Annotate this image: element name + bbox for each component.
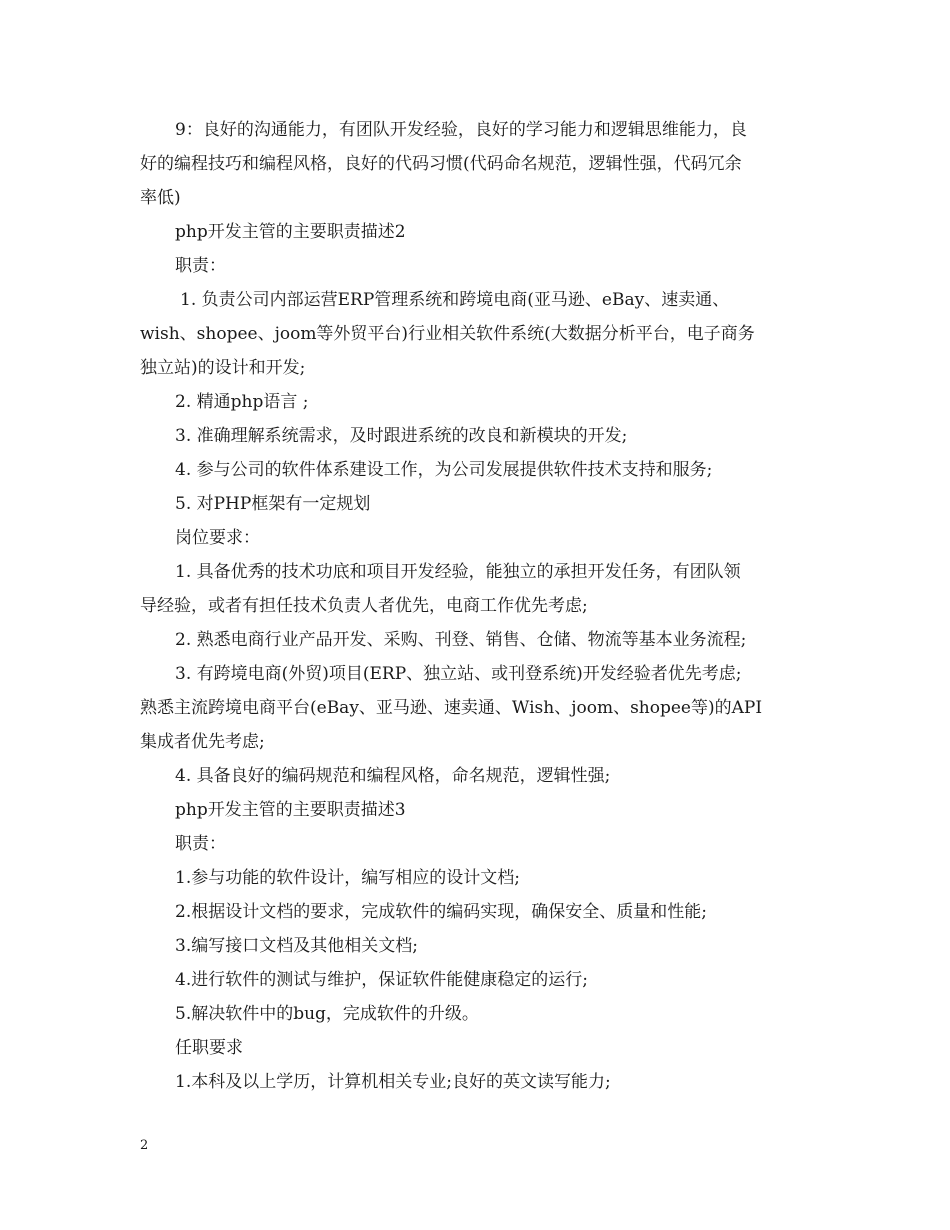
- paragraph-line: 3.编写接口文档及其他相关文档;: [175, 936, 418, 956]
- subheading-requirements: 岗位要求：: [175, 528, 260, 548]
- paragraph-line: 好的编程技巧和编程风格，良好的代码习惯(代码命名规范，逻辑性强，代码冗余: [140, 154, 742, 174]
- paragraph-line: 4.进行软件的测试与维护，保证软件能健康稳定的运行;: [175, 970, 588, 990]
- subheading-qualifications: 任职要求: [175, 1038, 243, 1058]
- section-heading: php开发主管的主要职责描述2: [175, 222, 406, 242]
- paragraph-line: 4. 参与公司的软件体系建设工作，为公司发展提供软件技术支持和服务;: [175, 460, 713, 480]
- paragraph-line: 2. 熟悉电商行业产品开发、采购、刊登、销售、仓储、物流等基本业务流程;: [175, 630, 747, 650]
- paragraph-line: wish、shopee、joom等外贸平台)行业相关软件系统(大数据分析平台，电子商务: [140, 324, 755, 344]
- paragraph-line: 1. 负责公司内部运营ERP管理系统和跨境电商(亚马逊、eBay、速卖通、: [180, 290, 730, 310]
- paragraph-line: 5.解决软件中的bug，完成软件的升级。: [175, 1004, 479, 1024]
- section-heading: php开发主管的主要职责描述3: [175, 800, 406, 820]
- paragraph-line: 2.根据设计文档的要求，完成软件的编码实现，确保安全、质量和性能;: [175, 902, 707, 922]
- paragraph-line: 独立站)的设计和开发;: [140, 358, 306, 378]
- paragraph-line: 导经验，或者有担任技术负责人者优先，电商工作优先考虑;: [140, 596, 588, 616]
- paragraph-line: 1. 具备优秀的技术功底和项目开发经验，能独立的承担开发任务，有团队领: [175, 562, 741, 582]
- paragraph-line: 9：良好的沟通能力，有团队开发经验，良好的学习能力和逻辑思维能力，良: [175, 120, 747, 140]
- paragraph-line: 1.参与功能的软件设计，编写相应的设计文档;: [175, 868, 520, 888]
- paragraph-line: 3. 准确理解系统需求，及时跟进系统的改良和新模块的开发;: [175, 426, 628, 446]
- paragraph-line: 5. 对PHP框架有一定规划: [175, 494, 371, 514]
- page-number: 2: [140, 1138, 149, 1153]
- paragraph-line: 熟悉主流跨境电商平台(eBay、亚马逊、速卖通、Wish、joom、shopee等)的API: [140, 698, 763, 718]
- paragraph-line: 率低): [140, 188, 181, 208]
- paragraph-line: 1.本科及以上学历，计算机相关专业;良好的英文读写能力;: [175, 1072, 611, 1092]
- subheading-duties: 职责：: [175, 834, 226, 854]
- paragraph-line: 2. 精通php语言 ;: [175, 392, 309, 412]
- paragraph-line: 3. 有跨境电商(外贸)项目(ERP、独立站、或刊登系统)开发经验者优先考虑;: [175, 664, 742, 684]
- paragraph-line: 4. 具备良好的编码规范和编程风格，命名规范，逻辑性强;: [175, 766, 611, 786]
- subheading-duties: 职责：: [175, 256, 226, 276]
- paragraph-line: 集成者优先考虑;: [140, 732, 265, 752]
